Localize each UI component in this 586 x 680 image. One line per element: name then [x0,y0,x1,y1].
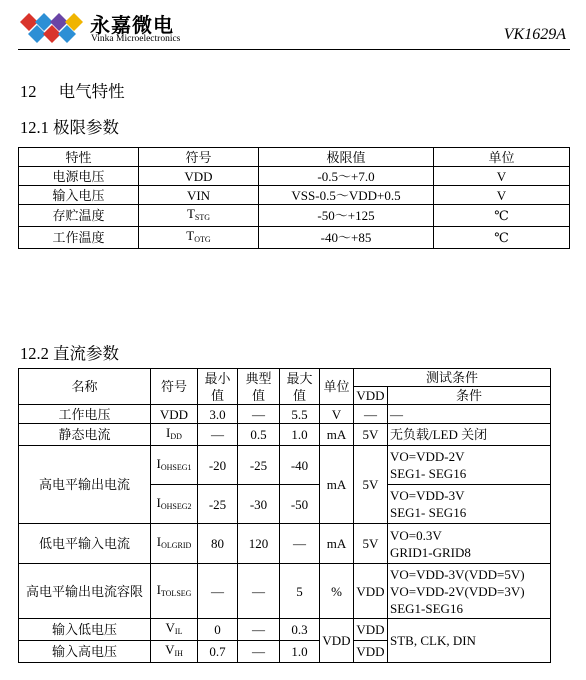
cell-name: 工作电压 [19,405,151,424]
column-header: 符号 [151,369,198,405]
cell-min: 3.0 [198,405,238,424]
cell-name: 输入低电压 [19,619,151,641]
cell-unit: V [320,405,354,424]
cell-max: 5.5 [280,405,320,424]
cell-condition: 无负载/LED 关闭 [388,424,551,446]
table-row [19,424,551,446]
cell-name: 高电平输出电流容限 [19,564,151,619]
header-divider [18,49,570,50]
cell-max: — [280,524,320,564]
cell-max: 0.3 [280,619,320,641]
cell-condition: VO=VDD-3V SEG1- SEG16 [388,485,551,524]
cell-max: -40 [280,446,320,485]
brand-name-cn: 永嘉微电 [90,13,174,37]
table-row [19,564,551,619]
cell-symbol: $I_{OLGRID}$ [151,524,198,564]
cell-limit: -50～+125 [259,205,434,227]
cell-typ: -25 [238,446,280,485]
cell-unit: V [434,167,570,186]
cell-vdd: 5V [354,446,388,524]
cell-limit: -40～+85 [259,227,434,249]
cell-symbol: VIN [139,186,259,205]
cell-unit: % [320,564,354,619]
cell-unit: V [434,186,570,205]
cell-condition: VO=VDD-3V(VDD=5V) VO=VDD-2V(VDD=3V) SEG1-SEG16 [388,564,551,619]
cell-limit: -0.5～+7.0 [259,167,434,186]
cell-typ: — [238,619,280,641]
cell-min: -20 [198,446,238,485]
table-header-row [19,369,551,387]
cell-name: 电源电压 [19,167,139,186]
vinka-logo-icon [18,8,88,46]
column-header: 名称 [19,369,151,405]
cell-symbol: $I_{OHSEG2}$ [151,485,198,524]
column-header: 符号 [139,148,259,167]
section-number: 12 [20,82,37,101]
dc-parameters-table [18,368,551,663]
cell-unit: ℃ [434,205,570,227]
cell-vdd: VDD [354,619,388,641]
table-row [19,167,570,186]
section-12-heading [20,78,125,102]
cell-symbol: $V_{IL}$ [151,619,198,641]
cell-symbol: $I_{OHSEG1}$ [151,446,198,485]
cell-max: -50 [280,485,320,524]
column-header: 测试条件 [354,369,551,387]
cell-symbol: $V_{IH}$ [151,641,198,663]
cell-typ: — [238,641,280,663]
model-number: VK1629A [503,26,566,43]
cell-min: 0 [198,619,238,641]
cell-max: 5 [280,564,320,619]
cell-symbol: $T_{OTG}$ [139,227,259,249]
cell-condition: — [388,405,551,424]
cell-name: 工作温度 [19,227,139,249]
section-title: 电气特性 [58,82,125,101]
cell-vdd: 5V [354,424,388,446]
table-header-row [19,148,570,167]
cell-min: 0.7 [198,641,238,663]
cell-typ: -30 [238,485,280,524]
section-12-2-heading: 12.2 直流参数 [20,344,119,363]
column-header: 典型值 [238,369,280,405]
cell-condition: STB, CLK, DIN [388,619,551,663]
table-row [19,619,551,641]
table-row [19,524,551,564]
cell-vdd: 5V [354,524,388,564]
cell-unit: VDD [320,619,354,663]
cell-typ: — [238,564,280,619]
table-row [19,405,551,424]
column-header: 最大值 [280,369,320,405]
column-header: 条件 [388,387,551,405]
cell-condition: VO=VDD-2V SEG1- SEG16 [388,446,551,485]
cell-vdd: — [354,405,388,424]
cell-min: -25 [198,485,238,524]
cell-typ: 0.5 [238,424,280,446]
cell-name: 低电平输入电流 [19,524,151,564]
absolute-max-table [18,147,570,249]
column-header: 最小值 [198,369,238,405]
cell-vdd: VDD [354,564,388,619]
cell-symbol: VDD [139,167,259,186]
cell-max: 1.0 [280,424,320,446]
column-header: 单位 [434,148,570,167]
cell-typ: 120 [238,524,280,564]
cell-limit: VSS-0.5～VDD+0.5 [259,186,434,205]
table-row [19,446,551,485]
cell-symbol: VDD [151,405,198,424]
column-header: VDD [354,387,388,405]
cell-symbol: $I_{DD}$ [151,424,198,446]
column-header: 单位 [320,369,354,405]
cell-min: — [198,424,238,446]
cell-min: 80 [198,524,238,564]
cell-unit: ℃ [434,227,570,249]
table-row [19,186,570,205]
cell-name: 高电平输出电流 [19,446,151,524]
cell-symbol: $T_{STG}$ [139,205,259,227]
cell-unit: mA [320,424,354,446]
cell-name: 输入高电压 [19,641,151,663]
cell-name: 静态电流 [19,424,151,446]
table-row [19,205,570,227]
cell-symbol: $I_{TOLSEG}$ [151,564,198,619]
cell-unit: mA [320,524,354,564]
page-header [0,0,586,50]
cell-unit: mA [320,446,354,524]
cell-max: 1.0 [280,641,320,663]
cell-name: 输入电压 [19,186,139,205]
column-header: 极限值 [259,148,434,167]
column-header: 特性 [19,148,139,167]
brand-name-en: Vinka Microelectronics [91,34,181,44]
section-12-1-heading: 12.1 极限参数 [20,118,119,137]
cell-condition: VO=0.3V GRID1-GRID8 [388,524,551,564]
cell-min: — [198,564,238,619]
table-row [19,227,570,249]
cell-vdd: VDD [354,641,388,663]
cell-name: 存贮温度 [19,205,139,227]
cell-typ: — [238,405,280,424]
